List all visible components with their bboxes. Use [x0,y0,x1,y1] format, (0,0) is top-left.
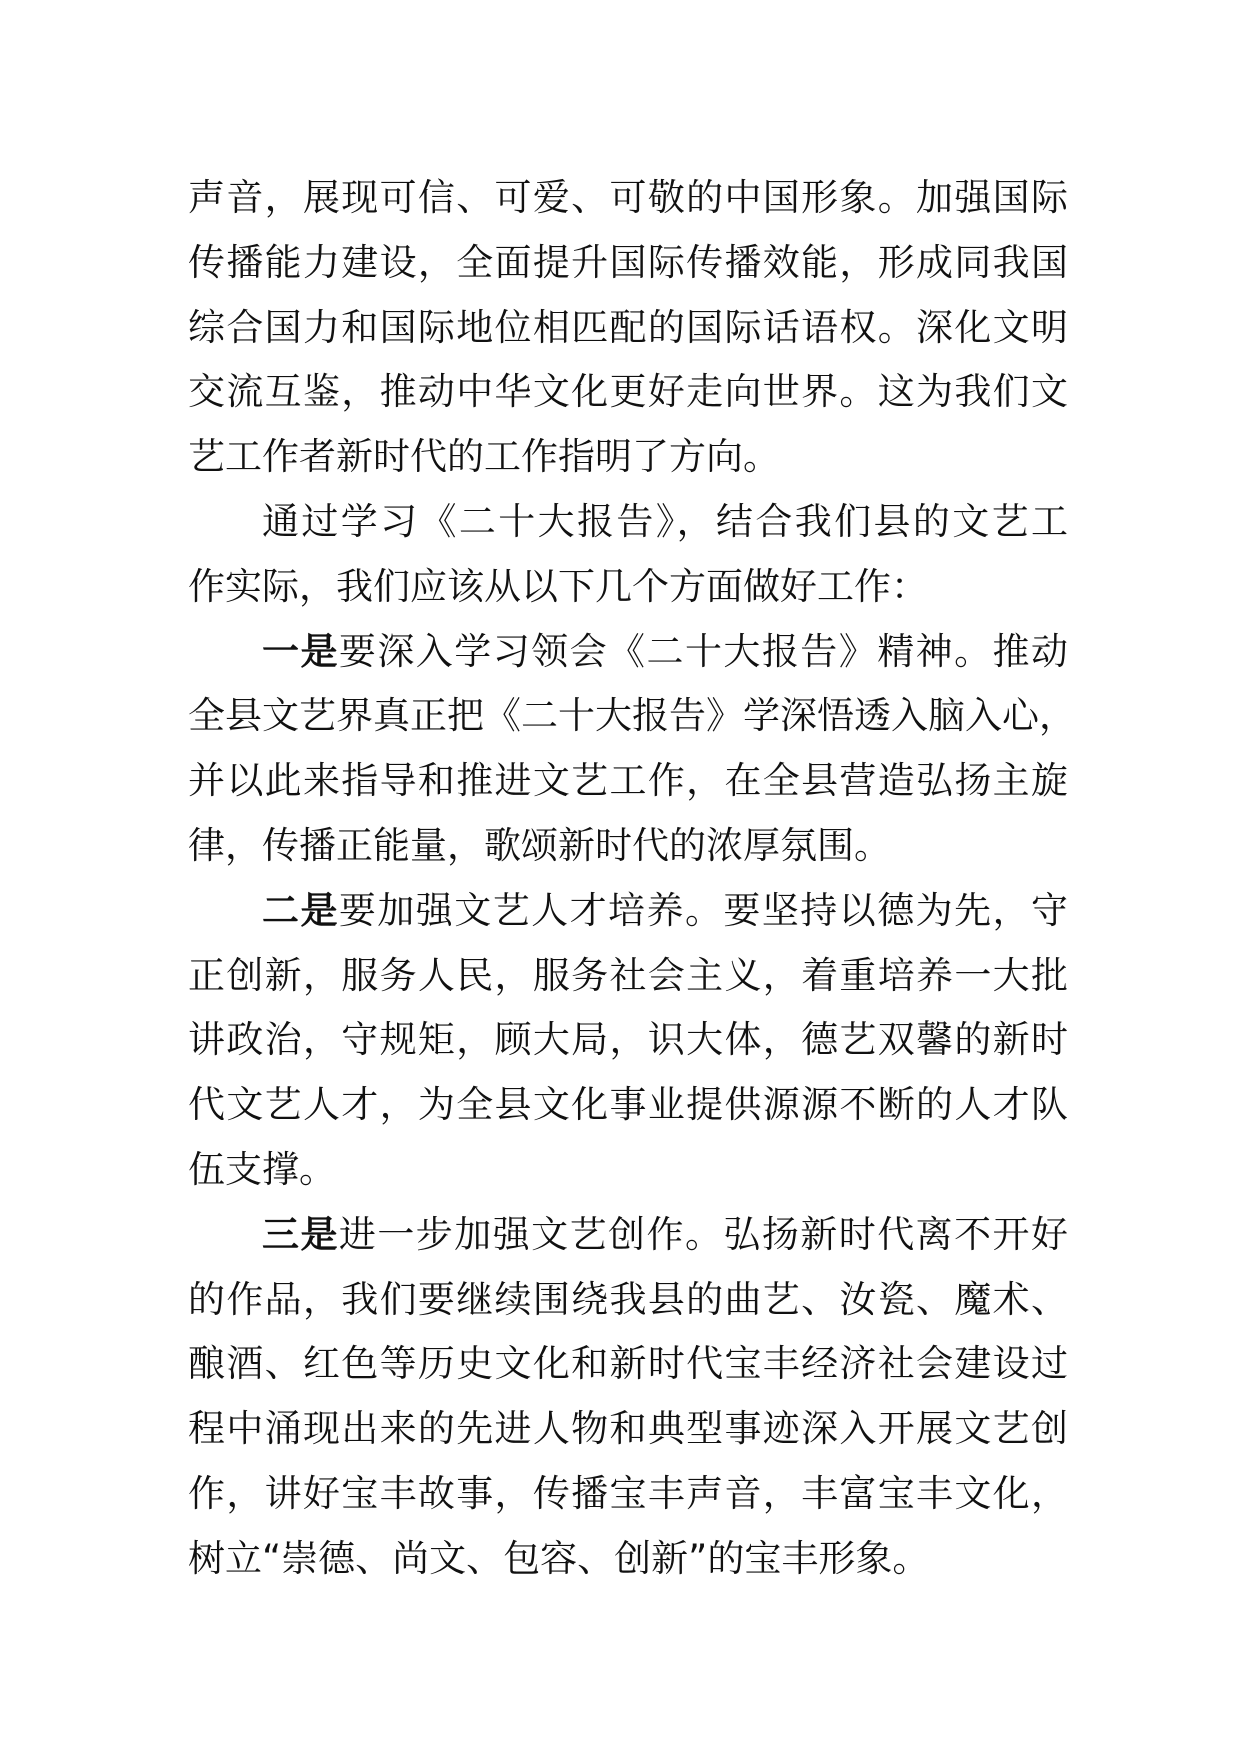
paragraph-text: 要深入学习领会《二十大报告》精神。推动 [338,629,1069,673]
paragraph-start-line [188,620,1068,685]
text-line: 树立“崇德、尚文、包容、创新”的宝丰形象。 [188,1536,930,1580]
text-line: 艺工作者新时代的工作指明了方向。 [188,435,780,479]
text-line: 讲政治，守规矩，顾大局，识大体，德艺双馨的新时 [188,1018,1068,1062]
text-line: 的作品，我们要继续围绕我县的曲艺、汝瓷、魔术、 [188,1277,1068,1321]
text-line: 律，传播正能量，歌颂新时代的浓厚氛围。 [188,823,891,867]
text-line: 作实际，我们应该从以下几个方面做好工作： [188,564,928,608]
text-line: 酿酒、红色等历史文化和新时代宝丰经济社会建设过 [188,1342,1068,1386]
text-line: 程中涌现出来的先进人物和典型事迹深入开展文艺创 [188,1407,1068,1451]
text-line: 作，讲好宝丰故事，传播宝丰声音，丰富宝丰文化， [188,1471,1068,1515]
text-line: 代文艺人才，为全县文化事业提供源源不断的人才队 [188,1083,1068,1127]
text-line: 综合国力和国际地位相匹配的国际话语权。深化文明 [188,305,1068,349]
paragraph-lead: 三是 [262,1212,339,1256]
paragraph-start-line [188,879,1068,944]
text-line: 并以此来指导和推进文艺工作，在全县营造弘扬主旋 [188,759,1068,803]
text-line: 传播能力建设，全面提升国际传播效能，形成同我国 [188,240,1068,284]
text-line: 全县文艺界真正把《二十大报告》学深悟透入脑入心， [188,694,1076,738]
text-line: 正创新，服务人民，服务社会主义，着重培养一大批 [188,953,1068,997]
paragraph-start-line [188,1203,1068,1268]
text-line: 伍支撑。 [188,1147,336,1191]
paragraph-lead: 一是 [262,629,339,673]
text-line: 交流互鉴，推动中华文化更好走向世界。这为我们文 [188,370,1068,414]
paragraph-lead: 二是 [262,888,339,932]
paragraph-text: 要加强文艺人才培养。要坚持以德为先，守 [338,888,1069,932]
body-text [188,166,1076,1592]
text-line: 声音，展现可信、可爱、可敬的中国形象。加强国际 [188,176,1068,219]
paragraph-text: 进一步加强文艺创作。弘扬新时代离不开好 [338,1212,1069,1256]
paragraph-start-line: 通过学习《二十大报告》，结合我们县的文艺工 [262,499,1068,543]
